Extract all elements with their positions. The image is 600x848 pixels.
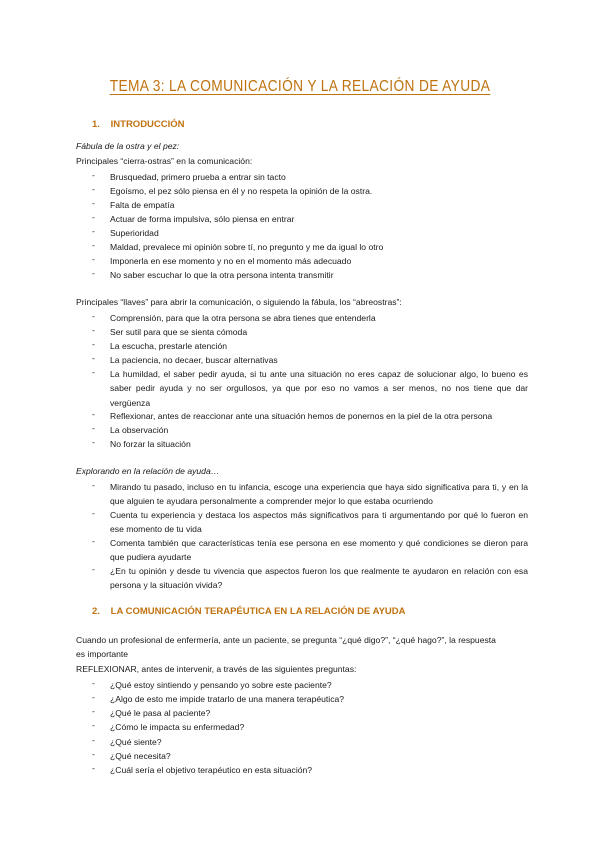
reflect-intro: REFLEXIONAR, antes de intervenir, a través de las siguientes preguntas:: [76, 664, 357, 674]
section-heading-comunicacion-terapeutica: [92, 606, 406, 617]
document-page: TEMA 3: LA COMUNICACIÓN Y LA RELACIÓN DE AYUDA 1. INTRODUCCIÓN Fábula de la ostra y el pez: Principales “cierra-ostras” en la comunicación: - Brusquedad, primero prueba a entrar sin tacto - Egoísmo, el pez sólo piensa en él y no respeta la opinión de la ostra. - Falta de empatía - Actuar de forma impulsiva, sólo piensa en entrar - Superioridad - Maldad, prevalece mi opinión sobre tí, no pregunto y me da igual lo otro - Imponerla en ese momento y no en el momento más adecuado - No saber escuchar lo que la otra persona intenta transmitir Principales “llaves” para abrir la comunicación, o siguiendo la fábula, los “abreostras”: - Comprensión, para que la otra persona se abra tienes que entenderla - Ser sutil para que se sienta cómoda - La escucha, prestarle atención - La paciencia, no decaer, buscar alternativas - La humildad, el saber pedir ayuda, si tu ante una situación no eres capaz de solucionar algo, lo bueno es saber pedir ayuda y no ser orgullosos, ya que por eso no vamos a ser menos, no nos tiene que dar vergüenza - Reflexionar, antes de reaccionar ante una situación hemos de ponernos en la piel de la otra persona - La observación - No forzar la situación Explorando en la relación de ayuda… - Mirando tu pasado, incluso en tu infancia, escoge una experiencia que haya sido significativa para ti, y en la que alguien te ayudara personalmente a comprender mejor lo que estaba ocurriendo - Cuenta tu experiencia y destaca los aspectos más significativos para ti argumentando por qué lo fueron en ese momento de tu vida - Comenta también que características tenía ese persona en ese momento y qué condiciones se dieron para que pudiera ayudarte - ¿En tu opinión y desde tu vivencia que aspectos fueron los que realmente te ayudaron en relación con esa persona y la situación vivida? 2. LA COMUNICACIÓN TERAPÉUTICA EN LA RELACIÓN DE AYUDA Cuando un profesional de enfermería, ante un paciente, se pregunta “¿qué digo?”, “¿qué hago?”, la respuesta es importante REFLEXIONAR, antes de intervenir, a través de las siguientes preguntas: - ¿Qué estoy sintiendo y pensando yo sobre este paciente? - ¿Algo de esto me impide tratarlo de una manera terapéutica? - ¿Qué le pasa al paciente? - ¿Cómo le impacta su enfermedad? - ¿Qué siente? - ¿Qué necesita? - ¿Cuál sería el objetivo terapéutico en esta situación?: [0, 0, 600, 848]
section-title: LA COMUNICACIÓN TERAPÉUTICA EN LA RELACIÓN DE AYUDA: [110, 606, 406, 617]
paragraph-line: Cuando un profesional de enfermería, ante un paciente, se pregunta “¿qué digo?”, “¿qué hago?”, la respuesta: [76, 635, 496, 645]
keys-intro: Principales “llaves” para abrir la comunicación, o siguiendo la fábula, los “abreostras”:: [76, 297, 402, 307]
section-title: INTRODUCCIÓN: [110, 119, 185, 130]
section-heading-introduccion: [92, 119, 185, 130]
section-number: 1.: [92, 119, 100, 130]
page-title: TEMA 3: LA COMUNICACIÓN Y LA RELACIÓN DE AYUDA: [109, 78, 491, 95]
explore-label: Explorando en la relación de ayuda…: [76, 466, 220, 476]
section-number: 2.: [92, 606, 100, 617]
closers-intro: Principales “cierra-ostras” en la comunicación:: [76, 156, 253, 166]
fable-label: Fábula de la ostra y el pez:: [76, 141, 180, 151]
paragraph-line: es importante: [76, 649, 129, 659]
